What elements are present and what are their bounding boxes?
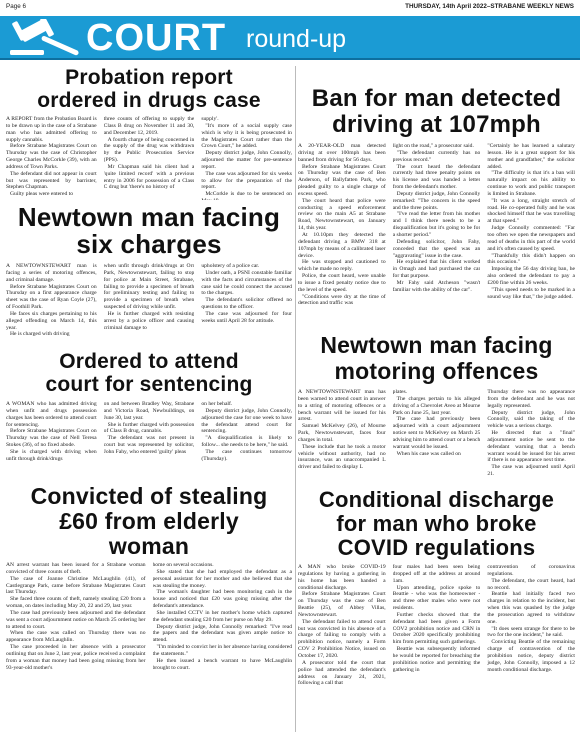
paragraph: At 10.10pm they detected the defendant driving a BMW 318 at 107mph by means of a calibrated laser device. bbox=[298, 231, 386, 259]
story-column bbox=[104, 116, 195, 200]
paragraph: on and between Bradley Way, Strabane and Victoria Road, Newbuildings, on June 30, last year. bbox=[103, 401, 195, 421]
paragraph: The defendant did not appear in court but was represented by barrister, Stephen Chapman. bbox=[6, 170, 97, 191]
paragraph: "Thankfully this didn't happen on this occasion." bbox=[487, 252, 575, 266]
paragraph: The case was adjourned for four weeks until April 28 for attitude. bbox=[201, 310, 292, 324]
headline-line: Newtown man facing bbox=[17, 204, 281, 232]
paragraph: "The defendant currently has no previous record." bbox=[392, 149, 481, 163]
paragraph: Thursday there was no appearance from the defendant and he was not legally represented. bbox=[487, 389, 575, 409]
story-ban-107mph bbox=[298, 86, 575, 328]
headline-line: Probation report bbox=[65, 66, 233, 89]
story-column bbox=[201, 401, 292, 481]
paragraph: The defendant was not present in court but was represented by solicitor, John Fahy, who entered 'guilty' pleas bbox=[103, 435, 195, 455]
paragraph: The court heard that police were conducting a speed enforcement review on the main A5 at Strabane Road, Newtownstewart, on January 14, this year. bbox=[298, 197, 386, 232]
paragraph: A NEWTOWNSTEWART man has been warned to attend court in answer to a string of motoring offences or a bench warrant will be issued for his arrest. bbox=[298, 389, 386, 423]
paragraph: home on several occasions. bbox=[152, 562, 214, 568]
headline-line: for man who broke bbox=[336, 511, 537, 536]
court-roundup-banner bbox=[0, 16, 580, 60]
paragraph: Before Strabane Magistrates Court on Thursday was the case of Christopher George Charles McCorkle (39), with an address of Town Parks. bbox=[6, 143, 97, 170]
paragraph: "A disqualification is likely to follow... she needs to be here," he said. bbox=[201, 435, 292, 449]
paragraph: Upon attending, police spoke to Beattie - who was the homeowner - and three other males who were not residents. bbox=[392, 584, 481, 612]
paragraph: "It does seem strange for there to be two for the one incident," he said. bbox=[487, 625, 575, 639]
headline-line: court for sentencing bbox=[45, 373, 253, 396]
paragraph: When the case was called on Thursday there was no appearance from McLaughlin. bbox=[6, 630, 146, 644]
paragraph: The defendant's solicitor offered no questions to the officer. bbox=[201, 297, 292, 311]
paragraph: When his case was called on bbox=[396, 450, 461, 457]
story-body bbox=[298, 143, 575, 326]
paragraph: She installed CCTV in her mother's home which captured the defendant stealing £20 from her purse on May 29. bbox=[152, 609, 292, 623]
paragraph: "It was a long, straight stretch of road. He co-operated fully and he was shocked himself that he was travelling at that speed." bbox=[487, 197, 575, 225]
story-headline bbox=[6, 66, 292, 112]
headline-line: Ordered to attend bbox=[59, 350, 239, 373]
paragraph: He was stopped and cautioned to which he made no reply. bbox=[298, 259, 386, 273]
story-headline bbox=[298, 332, 575, 384]
story-column bbox=[298, 564, 386, 730]
banner-title: COURT bbox=[86, 17, 227, 59]
story-convicted-stealing bbox=[6, 484, 292, 734]
paragraph: She faced three counts of theft, namely stealing £20 from a woman, on dates including May 20, 22 and 29, last year. bbox=[6, 596, 146, 610]
headline-line: motoring offences bbox=[334, 358, 539, 384]
paragraph: Beattie was subsequently informed he would be reported for breaching the prohibition notice and permitting the gathering in bbox=[392, 646, 481, 673]
story-body bbox=[298, 564, 575, 730]
paragraph: contravention of coronavirus regulations. bbox=[487, 564, 575, 577]
paragraph: These include that he took a motor vehicle without authority, had no insurance, was an unaccompanied L driver and failed to display L bbox=[298, 443, 386, 471]
story-covid-discharge bbox=[298, 488, 575, 734]
paragraph: "This speed needs to be marked in a sound way like that," the judge added. bbox=[487, 286, 575, 300]
story-column bbox=[487, 564, 575, 730]
story-headline bbox=[298, 488, 575, 560]
paragraph: The defendant, the court heard, had no record. bbox=[487, 577, 575, 591]
paragraph: Guilty pleas were entered to bbox=[10, 191, 74, 198]
paragraph: A 20-YEAR-OLD man detected driving at over 100mph has been banned from driving for 56 days. bbox=[298, 143, 386, 163]
paragraph: He faces six charges pertaining to his alleged offending on March 14, this year. bbox=[6, 310, 97, 331]
story-column bbox=[6, 562, 146, 729]
paragraph: "I've read the letter from his mother and I think there needs to be a disqualification but it's going to be for a shorter period." bbox=[392, 211, 481, 238]
story-headline bbox=[6, 204, 292, 258]
story-column bbox=[393, 143, 481, 326]
paragraph: light on the road," a prosecutor said. bbox=[392, 143, 474, 149]
dateline: THURSDAY, 14th April 2022–STRABANE WEEKLY NEWS bbox=[405, 3, 574, 10]
paragraph: Under oath, a PSNI constable familiar with the facts and circumstances of the case said he could connect the accused to the charges. bbox=[201, 269, 292, 297]
paragraph: A prosecutor told the court that police had attended the defendant's address on January 24, 2021, following a call that bbox=[298, 659, 386, 687]
paragraph: when unfit through drink/drugs at Orr Park, Newtownstewart, failing to stop for police at Main Street, Strabane, failing to provide a specimen of breath for preliminary testing and failing to provide a specimen of breath when suspected of driving while unfit. bbox=[103, 263, 195, 311]
paragraph: He then issued a bench warrant to have McLaughlin brought to court. bbox=[152, 657, 292, 671]
headline-line: driving at 107mph bbox=[332, 111, 541, 138]
story-six-charges bbox=[6, 204, 292, 348]
paragraph: Police, the court heard, were unable to issue a fixed penalty notice due to the level of the speed. bbox=[298, 273, 386, 293]
headline-line: £60 from elderly bbox=[59, 508, 239, 534]
story-column bbox=[6, 401, 97, 481]
story-body bbox=[6, 263, 292, 347]
story-motoring-offences bbox=[298, 332, 575, 484]
paragraph: AN arrest warrant has been issued for a Strabane woman convicted of three counts of theft. bbox=[6, 562, 146, 575]
paragraph: Imposing the 56 day driving ban, he also ordered the defendant to pay a £200 fine within 26 weeks. bbox=[487, 266, 575, 286]
column-divider bbox=[295, 66, 296, 732]
story-column bbox=[298, 389, 386, 481]
gavel-icon bbox=[6, 19, 86, 57]
paragraph: "The difficulty is that it's a ban will naturally impact on his ability to continue to work and public transport is limited in Strabane. bbox=[487, 170, 575, 197]
story-column bbox=[393, 564, 481, 730]
story-column bbox=[487, 143, 575, 326]
paragraph: "Certainly he has learned a salutary lesson. He is a great support for his mother and grandfather," the solicitor added. bbox=[487, 143, 575, 170]
story-probation bbox=[6, 66, 292, 202]
story-body bbox=[6, 401, 292, 481]
story-column bbox=[393, 389, 481, 481]
headline-line: Newtown man facing bbox=[320, 332, 553, 358]
headline-line: COVID regulations bbox=[337, 535, 536, 560]
story-column bbox=[487, 389, 575, 481]
paragraph: Further checks showed that the defendant had been given a Form COV2 prohibition notice and CRN in October 2020 specifically prohibiting him from permitting such gatherings. bbox=[392, 611, 481, 646]
paragraph: The court heard the defendant currently had three penalty points on his license and was handed a letter from the defendant's mother. bbox=[392, 163, 481, 191]
paragraph: three counts of offering to supply the Class B drug on November 11 and 30, and December 12, 2019. bbox=[103, 116, 195, 136]
paragraph: The case had previously been adjourned and the defendant was sent a court adjournment notice on March 25 ordering her to attend to court. bbox=[6, 609, 146, 630]
paragraph: The case was adjourned until April 21. bbox=[487, 464, 575, 478]
paragraph: "It's more of a social supply case which is why it is being prosecuted in the Magistrates Court rather than the Crown Court," he added. bbox=[201, 122, 292, 150]
paragraph: Deputy district judge, John Connolly remarked: "I've read the papers and the defendant was given ample notice to attend. bbox=[152, 623, 292, 644]
story-body bbox=[298, 389, 575, 481]
paragraph: He directed that a "final" adjournment notice be sent to the defendant warning that a bench warrant would be issued for his arrest if there is no appearance next time. bbox=[487, 430, 575, 464]
paragraph: She is charged with driving when unfit through drink/drugs bbox=[6, 448, 97, 462]
paragraph: A REPORT from the Probation Board is to be drawn up in the case of a Strabane man who has admitted offering to supply cannabis. bbox=[6, 116, 97, 143]
paragraph: A NEWTOWNSTEWART man is facing a series of motoring offences, and criminal damage. bbox=[6, 263, 97, 283]
paragraph: Defending solicitor, John Fahy, conceded that the speed was an "aggravating" issue in the case. bbox=[392, 238, 481, 259]
paragraph: Before Strabane Magistrates Court on Thursday was the case of Nell Teresa Stokes (36), of no fixed abode. bbox=[6, 428, 97, 449]
paragraph: The woman's daughter had been monitoring cash in the house and noticed that £20 was going missing after the defendant's attendance. bbox=[152, 589, 292, 610]
story-body bbox=[6, 116, 292, 200]
banner-subtitle: round-up bbox=[246, 25, 347, 53]
paragraph: Before Strabane Magistrates Court on Thursday was the case of Ben Beattie (25), of Abbey Villas, Newtownstewart. bbox=[298, 591, 386, 618]
story-headline bbox=[298, 86, 575, 138]
paragraph: on her behalf. bbox=[201, 401, 233, 407]
paragraph: The case continues tomorrow (Thursday). bbox=[201, 448, 292, 462]
paragraph: plates. bbox=[392, 389, 408, 395]
paragraph: Before Strabane Magistrates Court on Thursday on a first appearance charge sheet was the case of Ryan Coyle (27), of Foothill Park. bbox=[6, 283, 97, 311]
story-column bbox=[6, 263, 97, 347]
paragraph: Mr Fahy said Atcheson "wasn't familiar with the ability of the car". bbox=[392, 279, 481, 293]
paragraph: McCorkle is due to be sentenced on bbox=[205, 191, 292, 198]
paragraph: Before Strabane Magistrates Court on Thursday was the case of Ben Anderson, of Ballyfatten Park, who pleaded guilty to a single charge of excess speed. bbox=[298, 163, 386, 197]
story-column bbox=[153, 562, 293, 729]
paragraph: Beattie had initially faced two charges in relation to the incident, but when this was quashed by the judge the prosecution agreed to withdraw one. bbox=[487, 591, 575, 625]
paragraph: The case had previously been adjourned with a court adjournment notice sent to McKelvey on March 25 advising him to attend court or a bench warrant would be issued. bbox=[392, 416, 481, 450]
paragraph: The defendant failed to attend court but was convicted in his absence of a charge of failing to comply with a prohibition notice, namely a Form COV 2 Prohibition Notice, issued on October 17, 2020. bbox=[298, 618, 386, 659]
paragraph: four males had been seen being dropped off at the address at around 1am. bbox=[392, 564, 481, 584]
paragraph: Deputy district judge, John Connolly remarked: "The concern is the speed and the three points. bbox=[392, 190, 481, 211]
paragraph: The case of Joanne Christine McLaughlin (41), of Castlegrange Park, came before Strabane Magistrates Court last Thursday. bbox=[6, 575, 146, 596]
headline-line: six charges bbox=[76, 229, 222, 259]
paragraph: The charges pertain to his alleged driving of a Chevrolet Aveo at Mourne Park on June 25, last year. bbox=[392, 395, 481, 416]
paragraph: She stated that she had employed the defendant as a personal assistant for her mother and she believed that she was stealing the money. bbox=[152, 568, 292, 589]
paragraph: The case proceeded in her absence with a prosecutor outlining that on June 2, last year, police received a complaint from a woman that money had been going missing from her 93-year-old mother's bbox=[6, 644, 146, 671]
paragraph: upholstery of a police car. bbox=[201, 263, 260, 269]
paragraph: Convicting Beattie of the remaining charge of contravention of the prohibition notice, deputy district judge, John Connolly, imposed a 12 month conditional discharge. bbox=[487, 639, 575, 673]
story-column bbox=[201, 116, 292, 200]
paragraph: "I'm minded to convict her in her absence having considered the statements." bbox=[152, 644, 292, 657]
paragraph: He is charged with driving bbox=[10, 331, 70, 338]
paragraph: The case was adjourned for six weeks to allow for the preparation of the report. bbox=[201, 170, 292, 191]
paragraph: Deputy district judge, John Connolly, adjourned the matter for pre-sentence report. bbox=[201, 150, 292, 170]
story-headline bbox=[6, 484, 292, 559]
page-number: Page 6 bbox=[6, 3, 26, 10]
story-column bbox=[104, 401, 195, 481]
paragraph: A MAN who broke COVID-19 regulations by having a gathering in his home has been handed a conditional discharge. bbox=[298, 564, 386, 591]
paragraph: Samuel McKelvey (26), of Mourne Park, Newtownstewart, faces four charges in total. bbox=[298, 423, 386, 443]
headline-line: woman bbox=[108, 533, 190, 559]
headline-line: Conditional discharge bbox=[318, 488, 555, 512]
story-column bbox=[298, 143, 386, 326]
story-ordered-to-attend bbox=[6, 350, 292, 482]
paragraph: Mr Chapman said his client had a 'quite limited record' with a previous entry in 2006 for possession of a Class C drug but 'there's no history of bbox=[103, 163, 195, 191]
story-body bbox=[6, 562, 292, 729]
paragraph: A WOMAN who has admitted driving when unfit and drugs possession charges has been ordered to attend court for sentencing. bbox=[6, 401, 97, 428]
story-column bbox=[104, 263, 195, 347]
headline-line: Convicted of stealing bbox=[30, 484, 268, 509]
story-column bbox=[6, 116, 97, 200]
paragraph: A fourth charge of being concerned in the supply of the drug was withdrawn by the Public Prosecution Service (PPS). bbox=[103, 136, 195, 164]
paragraph: She is further charged with possession of Class B drug, cannabis. bbox=[103, 421, 195, 435]
headline-line: Ban for man detected bbox=[311, 86, 562, 112]
page-header bbox=[0, 0, 580, 14]
paragraph: Judge Connolly commented: "Far too often we open the newspapers and read of deaths in this part of the world and it's often caused by speed. bbox=[487, 225, 575, 252]
paragraph: He is further charged with resisting arrest by a police officer and causing criminal damage to bbox=[103, 310, 195, 331]
headline-line: ordered in drugs case bbox=[37, 89, 261, 112]
paragraph: Deputy district judge, John Connolly, adjourned the case for one week to have the defendant attend court for sentencing. bbox=[201, 407, 292, 435]
story-headline bbox=[6, 350, 292, 396]
paragraph: Deputy district judge, John Connolly, said the taking of the vehicle was a serious charge. bbox=[487, 409, 575, 430]
story-column bbox=[201, 263, 292, 347]
paragraph: He explained that his client worked in Omagh and had purchased the car for that purpose. bbox=[392, 259, 481, 280]
paragraph: supply'. bbox=[201, 116, 219, 122]
paragraph: "Conditions were dry at the time of detection and traffic was bbox=[298, 293, 386, 307]
